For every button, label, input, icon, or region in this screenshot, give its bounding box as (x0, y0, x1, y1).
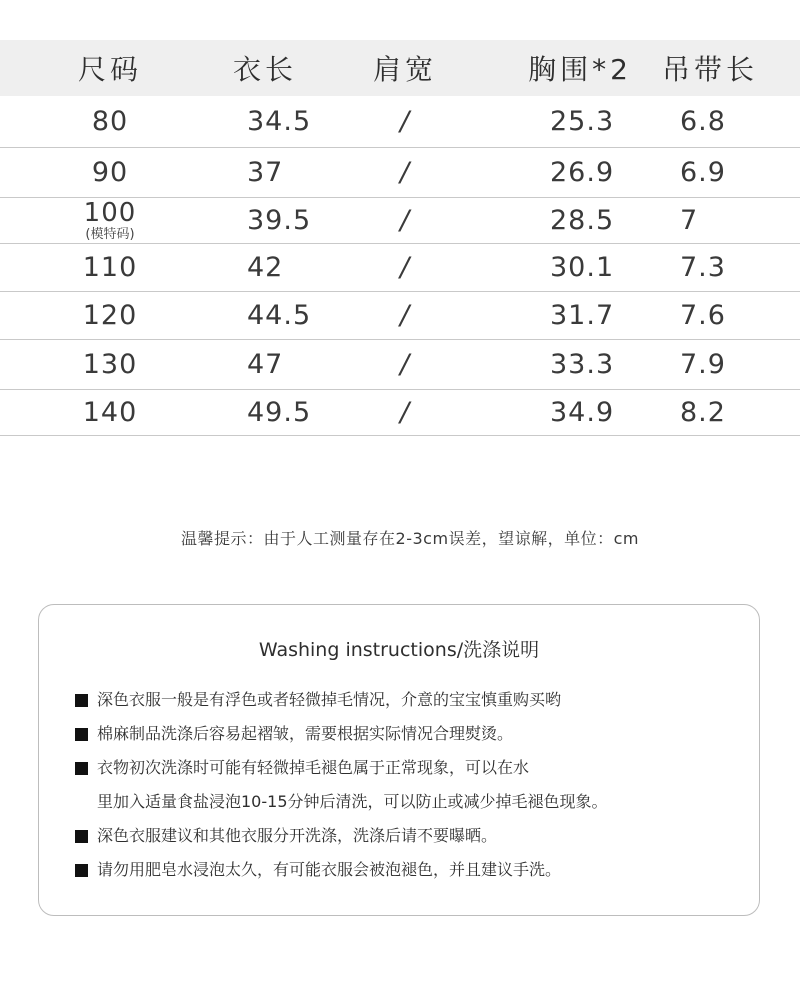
strap-cell: 7.3 (680, 252, 726, 283)
table-row (0, 390, 800, 436)
washing-item (75, 751, 735, 819)
washing-item (75, 853, 735, 887)
shoulder-cell: / (399, 252, 411, 283)
size-cell: 120 (82, 300, 138, 331)
chest-cell: 28.5 (550, 205, 615, 236)
washing-instructions-box (38, 604, 760, 916)
square-bullet-icon (75, 728, 88, 741)
length-cell: 44.5 (247, 300, 312, 331)
size-cell (40, 198, 180, 243)
shoulder-cell: / (399, 157, 411, 188)
size-value: 100 (83, 198, 137, 228)
shoulder-cell: / (399, 349, 411, 380)
shoulder-cell: / (399, 300, 411, 331)
washing-item-text-continued: 里加入适量食盐浸泡10-15分钟后清洗，可以防止或减少掉毛褪色现象。 (97, 792, 608, 811)
washing-item-text: 请勿用肥皂水浸泡太久，有可能衣服会被泡褪色，并且建议手洗。 (97, 860, 562, 879)
length-cell: 37 (247, 157, 284, 188)
table-body (0, 96, 800, 436)
length-cell: 42 (247, 252, 284, 283)
square-bullet-icon (75, 694, 88, 707)
table-row (0, 96, 800, 148)
table-header-row (0, 40, 800, 96)
table-row (0, 198, 800, 244)
length-cell: 34.5 (247, 106, 312, 137)
chest-cell: 26.9 (550, 157, 615, 188)
length-cell: 47 (247, 349, 284, 380)
header-strap: 吊带长 (661, 53, 758, 86)
table-row (0, 292, 800, 340)
strap-cell: 7.6 (680, 300, 726, 331)
table-row (0, 244, 800, 292)
square-bullet-icon (75, 864, 88, 877)
size-cell: 110 (82, 252, 138, 283)
shoulder-cell: / (399, 397, 411, 428)
header-chest: 胸围*2 (528, 53, 632, 86)
washing-item (75, 683, 735, 717)
shoulder-cell: / (399, 205, 411, 236)
size-table (0, 40, 800, 436)
strap-cell: 6.8 (680, 106, 726, 137)
size-cell: 130 (82, 349, 138, 380)
square-bullet-icon (75, 762, 88, 775)
size-note: (模特码) (85, 227, 135, 242)
washing-item (75, 819, 735, 853)
chest-cell: 31.7 (550, 300, 615, 331)
header-shoulder: 肩宽 (372, 53, 437, 86)
size-cell: 90 (91, 157, 129, 188)
washing-item-text: 深色衣服建议和其他衣服分开洗涤，洗涤后请不要曝晒。 (97, 826, 498, 845)
chest-cell: 30.1 (550, 252, 615, 283)
shoulder-cell: / (399, 106, 411, 137)
length-cell: 49.5 (247, 397, 312, 428)
strap-cell: 7 (680, 205, 699, 236)
size-cell: 140 (82, 397, 138, 428)
strap-cell: 6.9 (680, 157, 726, 188)
washing-title: Washing instructions/洗涤说明 (258, 639, 540, 661)
size-cell: 80 (91, 106, 129, 137)
header-size: 尺码 (77, 53, 142, 86)
chest-cell: 25.3 (550, 106, 615, 137)
washing-list (75, 683, 735, 887)
square-bullet-icon (75, 830, 88, 843)
length-cell: 39.5 (247, 205, 312, 236)
chest-cell: 34.9 (550, 397, 615, 428)
washing-item-text: 棉麻制品洗涤后容易起褶皱，需要根据实际情况合理熨烫。 (97, 724, 514, 743)
washing-item (75, 717, 735, 751)
table-row (0, 340, 800, 390)
header-length: 衣长 (232, 53, 297, 86)
strap-cell: 8.2 (680, 397, 726, 428)
measurement-note: 温馨提示：由于人工测量存在2-3cm误差，望谅解，单位：cm (181, 529, 639, 548)
strap-cell: 7.9 (680, 349, 726, 380)
washing-item-text: 深色衣服一般是有浮色或者轻微掉毛情况，介意的宝宝慎重购买哟 (97, 690, 562, 709)
chest-cell: 33.3 (550, 349, 615, 380)
table-row (0, 148, 800, 198)
washing-item-text: 衣物初次洗涤时可能有轻微掉毛褪色属于正常现象，可以在水 (97, 758, 530, 777)
